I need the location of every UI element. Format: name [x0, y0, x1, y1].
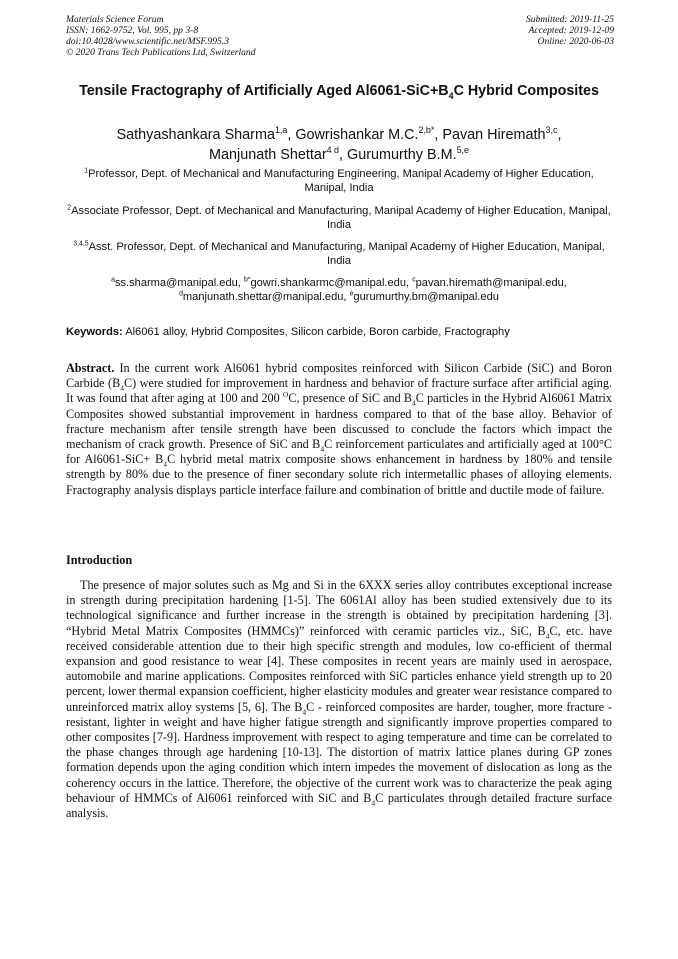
- abstract-label: Abstract.: [66, 361, 115, 375]
- author-name: Gurumurthy B.M.: [347, 147, 457, 163]
- accepted-date: Accepted: 2019-12-09: [528, 25, 614, 36]
- email-address: gurumurthy.bm@manipal.edu: [353, 291, 499, 304]
- author-affiliation-mark: 5,e: [456, 145, 469, 156]
- author-name: Sathyashankara Sharma: [116, 127, 275, 143]
- affiliation-mark: 2: [67, 204, 72, 212]
- author-name: Pavan Hiremath: [442, 127, 546, 143]
- author-affiliation-mark: 1,a: [274, 125, 288, 136]
- title-part: C Hybrid Composites: [453, 83, 599, 99]
- journal-info: [66, 14, 256, 58]
- journal-copyright: © 2020 Trans Tech Publications Ltd, Switzerland: [66, 47, 256, 58]
- subscript: 4: [545, 631, 550, 641]
- author-separator: ,: [339, 147, 348, 163]
- online-date: Online: 2020-06-03: [537, 36, 614, 47]
- email-address: pavan.hiremath@manipal.edu,: [415, 277, 567, 289]
- abstract-body: In the current work Al6061 hybrid composites reinforced with Silicon Carbide (SiC) and Boron Carbide $(B_4C)$ were studied for improvement in hardness and behavior of fracture surface after artificial aging. It was found that after aging at 100 and 200 $^O$C, presence of SiC and $B_4C$ particles in the Hybrid Al6061 Matrix Composites showed substantial improvement in hardness compared to that of the base alloy. Behavior of fracture mechanism after tensile strength have been discussed to conclude the factors which impact the mechanism of crack growth. Presence of SiC and $B_4C$ reinforcement particulates and artificially aged at 100°C for $Al6061-SiC+ B_4C$ hybrid metal matrix composite shows enhancement in hardness by 180% and tensile strength by 80% due to the presence of finer secondary solute rich intermetallic phases of alloying elements. Fractography analysis displays particle interface failure and combination of brittle and ductile mode of failure.: [66, 361, 613, 497]
- author-affiliation-mark: 4 d: [326, 145, 340, 156]
- author-affiliation-mark: 3,c: [545, 125, 558, 136]
- email-mark: c: [412, 276, 416, 284]
- paper-title: [66, 82, 612, 101]
- keywords-label: Keywords:: [66, 326, 123, 338]
- subscript: 4: [302, 707, 307, 717]
- email-address: manjunath.shettar@manipal.edu,: [182, 291, 350, 304]
- author-name: Manjunath Shettar: [209, 147, 327, 163]
- author-affiliation-mark: 2,b*: [418, 125, 435, 136]
- author-separator: ,: [287, 127, 296, 143]
- email-mark: d: [179, 290, 183, 298]
- title-part: Tensile Fractography of Artificially Aged Al6061-SiC+B: [79, 83, 449, 99]
- author-emails: [66, 276, 612, 305]
- affiliation-text: Professor, Dept. of Mechanical and Manufacturing Engineering, Manipal Academy of Higher Education, Manipal, India: [88, 168, 594, 195]
- email-address: gowri.shankarmc@manipal.edu,: [250, 277, 413, 289]
- affiliation-mark: 1: [84, 167, 89, 175]
- keywords-text: Al6061 alloy, Hybrid Composites, Silicon carbide, Boron carbide, Fractography: [122, 326, 510, 338]
- affiliation: [66, 240, 612, 269]
- affiliation-text: Associate Professor, Dept. of Mechanical and Manufacturing, Manipal Academy of Higher Education, Manipal, India: [71, 205, 611, 232]
- subscript: 4: [120, 383, 125, 393]
- email-address: ss.sharma@manipal.edu,: [114, 277, 244, 289]
- author-list: [66, 125, 612, 165]
- journal-doi: doi:10.4028/www.scientific.net/MSF.995.3: [66, 36, 229, 47]
- subscript: 4: [163, 459, 168, 469]
- affiliation-mark: 3,4,5: [73, 240, 89, 248]
- author-separator: ,: [434, 127, 443, 143]
- author-separator: ,: [557, 127, 562, 143]
- email-mark: e: [349, 290, 354, 298]
- email-mark: a: [111, 276, 115, 284]
- author-name: Gowrishankar M.C.: [295, 127, 419, 143]
- subscript: 4: [371, 798, 376, 808]
- subscript: 4: [412, 398, 416, 408]
- section-heading: Introduction: [66, 553, 133, 567]
- submitted-date: Submitted: 2019-11-25: [525, 14, 614, 25]
- submission-dates: [526, 14, 614, 47]
- keywords: [66, 325, 612, 339]
- introduction-paragraph: The presence of major solutes such as Mg and Si in the 6XXX series alloy contributes exceptional increase in strength during precipitation hardening [1-5]. The 6061Al alloy has been studied extensively due to its technological significance and further increase in the strength is obtained by precipitation hardening [3]. “Hybrid Metal Matrix Composites (HMMCs)” reinforced with ceramic particles viz., SiC, $B_4C$, etc. have received considerable attention due to their high specific strength and modules, low co-efficient of thermal expansion and good resistance to wear [4]. These composites in recent years are mainly used in aerospace, automobile and marine applications. Composites reinforced with SiC particles enhance yield strength up to 20 percent, lower thermal expansion coefficient, higher elasticity modules and greater wear resistance compared to unreinforced matrix alloy systems [5, 6]. The $B_4C$ - reinforced composites are harder, tougher, more fracture - resistant, lighter in weight and have higher fatigue strength and significantly improve properties compared to other composites [7-9]. Hardness improvement with respect to aging temperature and time can be correlated to the phase changes through age hardening [10-13]. The distortion of matrix lattice planes during GP zones formation depends upon the aging condition which intern impedes the movement of dislocation as long as the coherency occurs in the lattice. Therefore, the objective of the current work was to characterize the peak aging behaviour of HMMCs of Al6061 reinforced with SiC and $B_4C$ particulates through detailed fracture surface analysis.: [66, 578, 613, 821]
- superscript: O: [282, 390, 289, 400]
- journal-issn: ISSN: 1662-9752, Vol. 995, pp 3-8: [66, 25, 199, 36]
- title-subscript: 4: [448, 90, 454, 101]
- affiliation: [66, 167, 612, 196]
- subscript: 4: [320, 444, 325, 454]
- affiliation-text: Asst. Professor, Dept. of Mechanical and Manufacturing, Manipal Academy of Higher Education, Manipal, India: [88, 241, 605, 268]
- email-mark: b*: [243, 276, 251, 284]
- affiliation: [66, 204, 612, 233]
- abstract: [66, 361, 612, 498]
- journal-name: Materials Science Forum: [66, 14, 164, 25]
